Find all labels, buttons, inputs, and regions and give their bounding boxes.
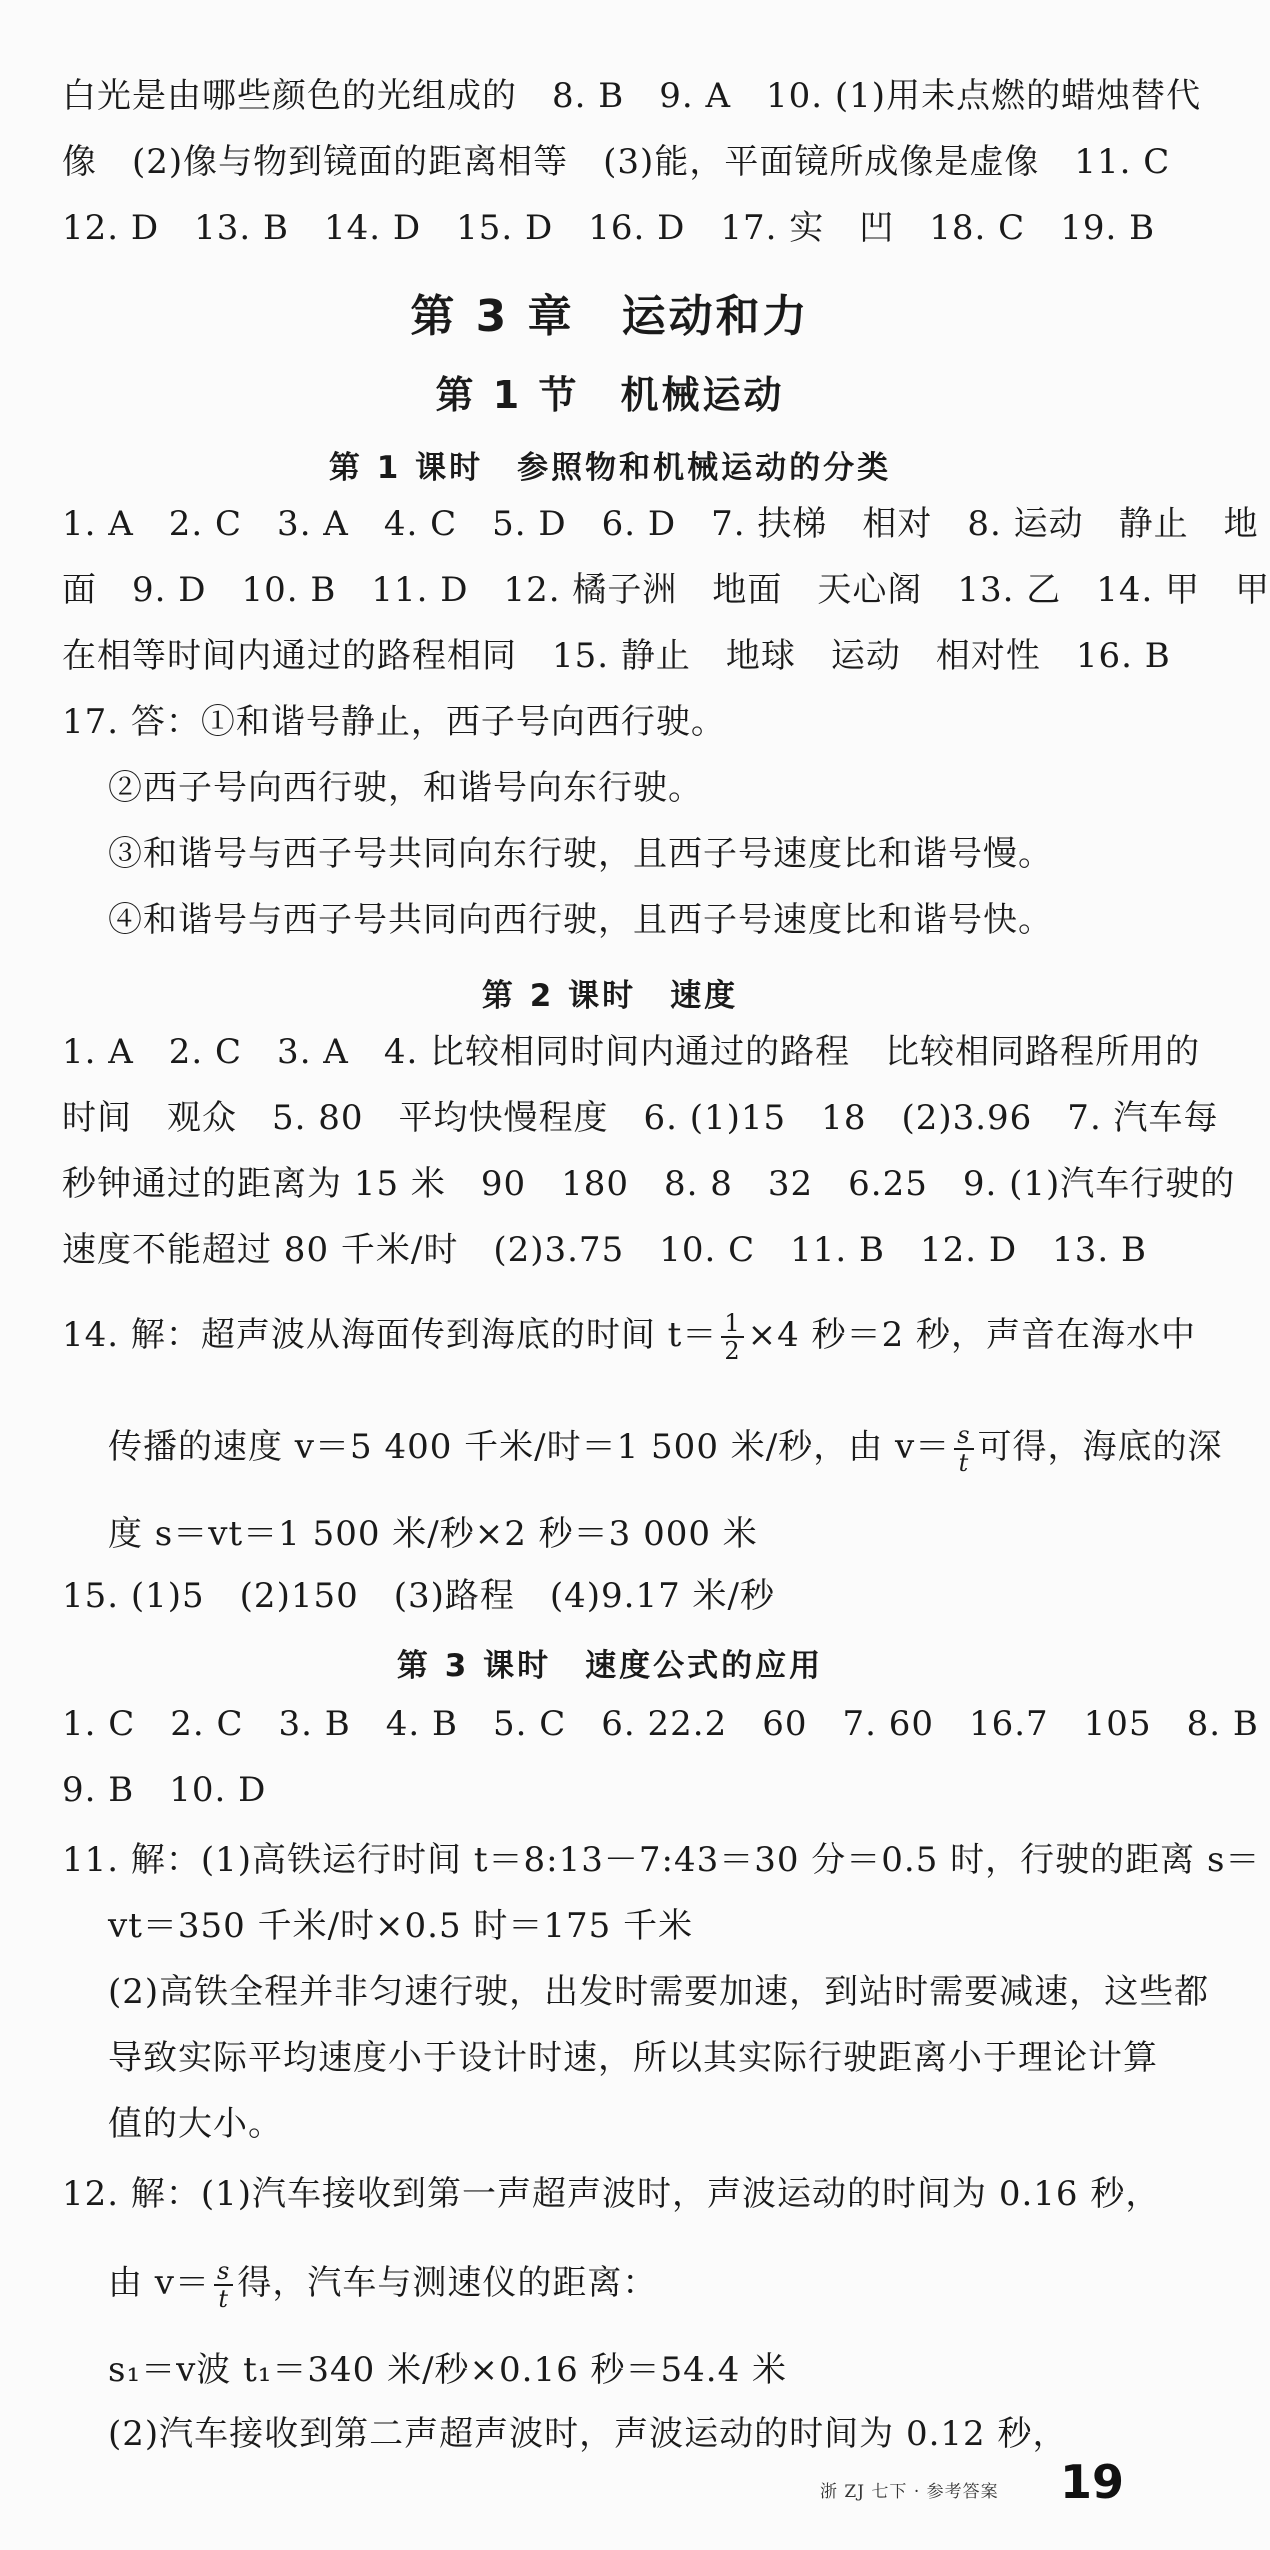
fraction-numerator: s (214, 2258, 233, 2286)
answer-line: 在相等时间内通过的路程相同 15. 静止 地球 运动 相对性 16. B (62, 636, 1171, 676)
answer-line: 时间 观众 5. 80 平均快慢程度 6. (1)15 18 (2)3.96 7. 汽车每 (62, 1098, 1219, 1138)
page-number: 19 (1060, 2455, 1125, 2509)
answer-line: 1. A 2. C 3. A 4. C 5. D 6. D 7. 扶梯 相对 8. 运动 静止 地 (62, 504, 1259, 544)
fraction-numerator: 1 (721, 1310, 743, 1338)
answer-line: 17. 答：①和谐号静止，西子号向西行驶。 (62, 702, 726, 742)
footer-label: 浙 ZJ 七下 · 参考答案 (820, 2482, 999, 2502)
answer-line: ③和谐号与西子号共同向东行驶，且西子号速度比和谐号慢。 (108, 834, 1053, 874)
fraction (214, 2258, 233, 2312)
answer-line: 值的大小。 (108, 2104, 283, 2144)
chapter-title: 第 3 章 运动和力 (410, 291, 810, 342)
answer-line: s₁＝v波 t₁＝340 米/秒×0.16 秒＝54.4 米 (108, 2350, 788, 2390)
answer-line: vt＝350 千米/时×0.5 时＝175 千米 (108, 1906, 694, 1946)
answer-line (108, 1412, 1223, 1482)
answer-text: 14. 解：超声波从海面传到海底的时间 t＝ (62, 1315, 718, 1355)
answer-line (108, 2248, 1143, 2318)
answer-text: 由 v＝ (108, 2263, 211, 2303)
section-title: 第 1 节 机械运动 (435, 373, 785, 417)
fraction (954, 1422, 973, 1476)
answer-text: 传播的速度 v＝5 400 千米/时＝1 500 米/秒，由 v＝ (108, 1427, 951, 1467)
fraction (721, 1310, 743, 1364)
answer-text: 得，汽车与测速仪的距离： (237, 2263, 658, 2303)
answer-line: 1. A 2. C 3. A 4. 比较相同时间内通过的路程 比较相同路程所用的 (62, 1032, 1201, 1072)
lesson-title: 第 1 课时 参照物和机械运动的分类 (328, 450, 892, 486)
answer-text: ×4 秒＝2 秒，声音在海水中 (747, 1315, 1197, 1355)
answer-line: 白光是由哪些颜色的光组成的 8. B 9. A 10. (1)用未点燃的蜡烛替代 (62, 76, 1202, 116)
answer-line: 度 s＝vt＝1 500 米/秒×2 秒＝3 000 米 (108, 1514, 758, 1554)
answer-line: 12. D 13. B 14. D 15. D 16. D 17. 实 凹 18. C 19. B (62, 208, 1156, 248)
answer-line: 导致实际平均速度小于设计时速，所以其实际行驶距离小于理论计算 (108, 2038, 1158, 2078)
answer-line: ②西子号向西行驶，和谐号向东行驶。 (108, 768, 703, 808)
fraction-denominator: t (958, 1449, 970, 1477)
answer-line: 12. 解：(1)汽车接收到第一声超声波时，声波运动的时间为 0.16 秒， (62, 2174, 1161, 2214)
answer-line: 11. 解：(1)高铁运行时间 t＝8:13－7:43＝30 分＝0.5 时，行驶的距离 s＝ (62, 1840, 1261, 1880)
answer-line: (2)高铁全程并非匀速行驶，出发时需要加速，到站时需要减速，这些都 (108, 1972, 1210, 2012)
answer-line: 速度不能超过 80 千米/时 (2)3.75 10. C 11. B 12. D 13. B (62, 1230, 1147, 1270)
lesson-title: 第 3 课时 速度公式的应用 (396, 1648, 824, 1684)
answer-line: 1. C 2. C 3. B 4. B 5. C 6. 22.2 60 7. 60 16.7 105 8. B (62, 1704, 1259, 1744)
fraction-denominator: t (218, 2285, 229, 2313)
answer-line: 像 (2)像与物到镜面的距离相等 (3)能，平面镜所成像是虚像 11. C (62, 142, 1171, 182)
lesson-title: 第 2 课时 速度 (481, 978, 739, 1014)
answer-line: (2)汽车接收到第二声超声波时，声波运动的时间为 0.12 秒， (108, 2414, 1068, 2454)
fraction-denominator: 2 (724, 1337, 741, 1365)
answer-line: 9. B 10. D (62, 1770, 267, 1810)
answer-line: 面 9. D 10. B 11. D 12. 橘子洲 地面 天心阁 13. 乙 14. 甲 甲 (62, 570, 1270, 610)
answer-text: 可得，海底的深 (977, 1427, 1223, 1467)
answer-line: 15. (1)5 (2)150 (3)路程 (4)9.17 米/秒 (62, 1576, 776, 1616)
answer-line: ④和谐号与西子号共同向西行驶，且西子号速度比和谐号快。 (108, 900, 1053, 940)
answer-line: 秒钟通过的距离为 15 米 90 180 8. 8 32 6.25 9. (1)汽车行驶的 (62, 1164, 1236, 1204)
answer-line (62, 1300, 1197, 1370)
fraction-numerator: s (954, 1422, 973, 1450)
